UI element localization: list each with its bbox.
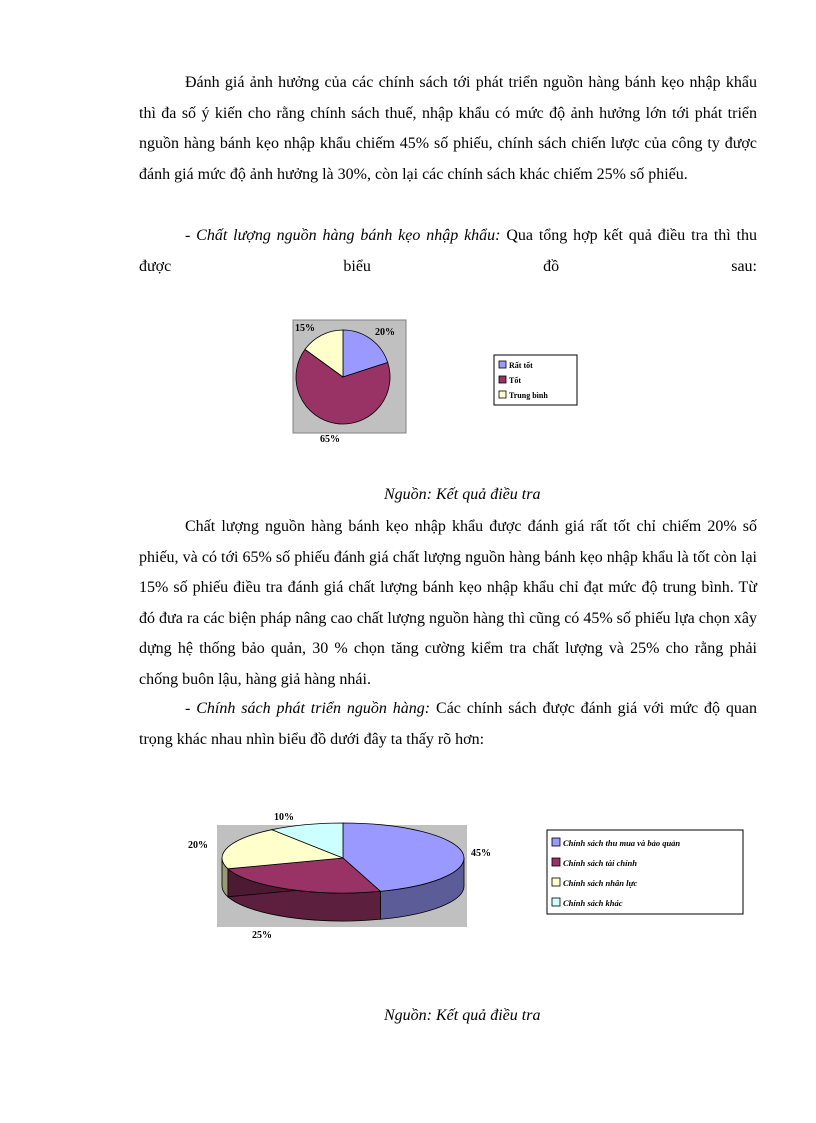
legend-label-trung-binh: Trung bình (509, 391, 548, 400)
policy-intro-text: Các chính sách được đánh giá với mức độ quan trọng khác nhau nhìn biểu đồ dưới đây ta thấy rõ hơn: (139, 700, 758, 748)
paragraph-quality-intro (139, 221, 757, 282)
legend-swatch-nhan-luc (552, 878, 560, 886)
legend-label-nhan-luc: Chính sách nhân lực (563, 878, 638, 888)
source-caption-1: Nguồn: Kết quả điều tra (384, 486, 541, 503)
data-label-rat-tot: 20% (375, 327, 395, 338)
policy-heading: Chính sách phát triển nguồn hàng: (196, 700, 431, 717)
policy-legend (547, 830, 743, 914)
data-label-tai-chinh: 25% (252, 930, 272, 941)
legend-label-khac: Chính sách khác (563, 898, 623, 908)
legend-label-rat-tot: Rất tốt (509, 361, 533, 370)
legend-swatch-rat-tot (499, 361, 506, 368)
legend-swatch-tai-chinh (552, 858, 560, 866)
legend-label-thu-mua: Chính sách thu mua và bảo quản (563, 838, 681, 848)
source-caption-2: Nguồn: Kết quả điều tra (384, 1007, 541, 1024)
legend-label-tot: Tốt (509, 376, 521, 385)
legend-swatch-thu-mua (552, 838, 560, 846)
legend-swatch-tot (499, 376, 506, 383)
data-label-khac: 10% (274, 812, 294, 823)
paragraph-quality-analysis (139, 512, 757, 696)
quality-intro-text: Qua tổng hợp kết quả điều tra thì thu được biểu đồ sau: (139, 227, 758, 275)
data-label-tot: 65% (320, 434, 340, 445)
dash-marker: - (185, 227, 197, 244)
paragraph-quality-analysis-text: Chất lượng nguồn hàng bánh kẹo nhập khẩu được đánh giá rất tốt chỉ chiếm 20% số phiếu, và có tới 65% số phiếu đánh giá chất lượng nguồn hàng bánh kẹo nhập khẩu là tốt còn lại 15% số phiếu điều tra đánh giá chất lượng bánh kẹo nhập khẩu chỉ đạt mức độ trung bình. Từ đó đưa ra các biện pháp nâng cao chất lượng nguồn hàng thì cũng có 45% số phiếu lựa chọn xây dựng hệ thống bảo quản, 30 % chọn tăng cường kiểm tra chất lượng và 25% cho rằng phải chống buôn lậu, hàng giả hàng nhái. (139, 518, 757, 688)
data-label-nhan-luc: 20% (188, 840, 208, 851)
paragraph-policy-intro (139, 694, 757, 755)
legend-swatch-trung-binh (499, 391, 506, 398)
data-label-trung-binh: 15% (295, 323, 315, 334)
legend-swatch-khac (552, 898, 560, 906)
legend-label-tai-chinh: Chính sách tài chính (563, 858, 637, 868)
paragraph-policy-impact-text: Đánh giá ảnh hưởng của các chính sách tới phát triển nguồn hàng bánh kẹo nhập khẩu thì đa số ý kiến cho rằng chính sách thuế, nhập khẩu có mức độ ảnh hưởng lớn tới phát triển nguồn hàng bánh kẹo nhập khẩu chiếm 45% số phiếu, chính sách chiến lược của công ty được đánh giá mức độ ảnh hưởng là 30%, còn lại các chính sách khác chiếm 25% số phiếu. (139, 74, 757, 183)
policy-pie-chart (180, 800, 750, 945)
data-label-thu-mua: 45% (471, 848, 491, 859)
paragraph-policy-impact (139, 68, 757, 190)
quality-legend (494, 355, 577, 405)
dash-marker: - (185, 700, 197, 717)
quality-heading: Chất lượng nguồn hàng bánh kẹo nhập khẩu: (196, 227, 501, 244)
quality-pie-chart (280, 315, 600, 450)
